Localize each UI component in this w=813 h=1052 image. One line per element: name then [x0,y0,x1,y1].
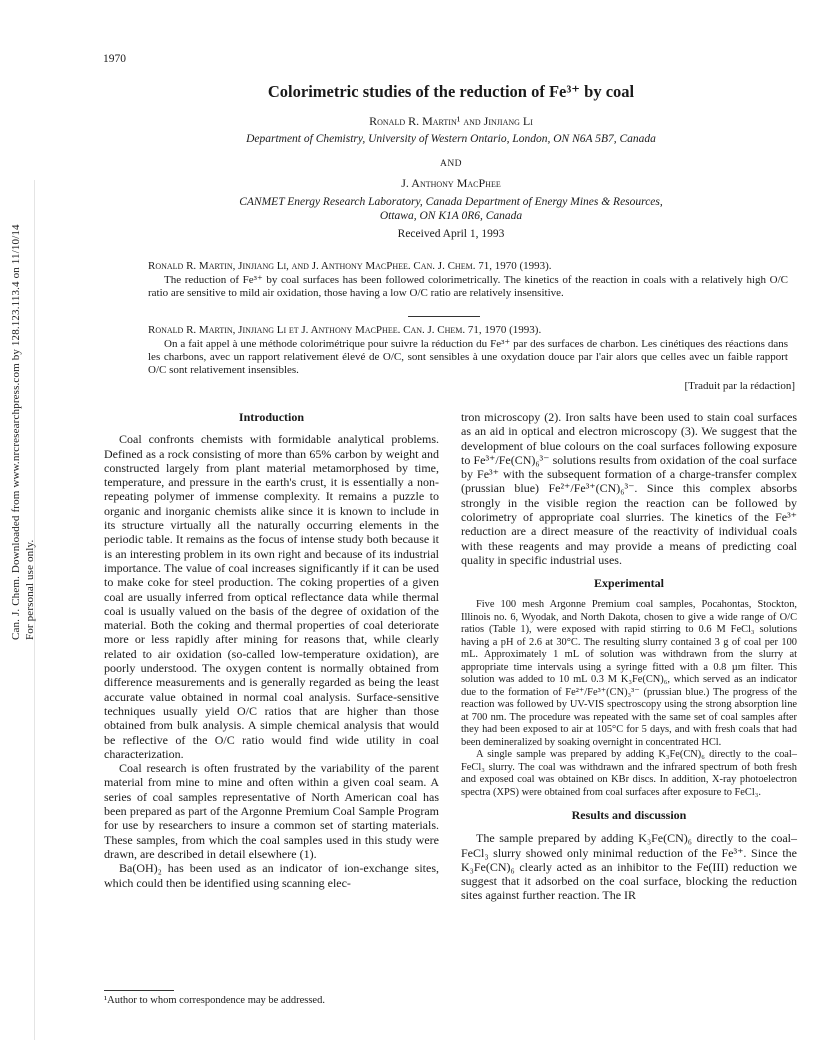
experimental-paragraph-1: Five 100 mesh Argonne Premium coal samples, Pocahontas, Stockton, Illinois no. 6, Wyodak, and North Dakota, chosen to give a wide range of O/C ratios (Table 1), were exposed with rapid stirring to 0.6 M FeCl₃ solutions having a pH of 2.6 at 30°C. The resulting slurry contained 3 g of coal per 100 mL. Approximately 1 mL of solution was withdrawn from the slurry at appropriate time intervals using a syringe fitted with a 0.8 µm filter. This solution was added to 10 mL 0.3 M K₃Fe(CN)₆, which served as an indicator due to the formation of Fe²⁺/Fe³⁺(CN)₃³⁻ (prussian blue.) The progress of the reaction was followed by UV-VIS spectroscopy using the strong absorption line at 700 nm. The procedure was repeated with the same set of coal samples after they had been exposed to air at 105°C for 5 days, and with fresh coals that had been demineralized by soaking overnight in concentrated HCl. [461,599,797,748]
experimental-paragraph-2: A single sample was prepared by adding K₃Fe(CN)₆ directly to the coal–FeCl₃ slurry. The coal was withdrawn and the infrared spectrum of both fresh and exposed coal was obtained on KBr discs. In addition, X-ray photoelectron spectra (XPS) were obtained from coal surfaces after exposure to FeCl₃. [461,749,797,798]
and-separator: AND [439,159,463,169]
abstract-fr-citation: Ronald R. Martin, Jinjiang Li et J. Anthony MacPhee. Can. J. Chem. 71, 1970 (1993). [148,324,542,336]
download-watermark [3,224,43,640]
footnote-rule [104,990,174,991]
abstract-en [148,274,788,300]
abstract-fr-text: On a fait appel à une méthode colorimétrique pour suivre la réduction du Fe³⁺ par des surfaces de charbon. Les cinétiques des réactions dans les charbons, avec un rapport relativement élevé de O/C, sont sensibles à une oxydation douce par l'air alors que celles avec un faible rapport O/C sont relativement insensibles. [148,338,788,376]
article-title: Colorimetric studies of the reduction of Fe³⁺ by coal [267,82,635,101]
results-heading: Results and discussion [571,808,687,823]
affiliation-canmet-1: CANMET Energy Research Laboratory, Canada Department of Energy Mines & Resources, [239,196,663,208]
abstract-divider [408,316,480,317]
abstract-en-text: The reduction of Fe³⁺ by coal surfaces has been followed colorimetrically. The kinetics of the reaction in coals with a relatively high O/C ratio are sensitive to mild air oxidation, those having a low O/C ratio are relatively insensitive. [148,274,788,299]
authors-secondary: J. Anthony MacPhee [401,176,501,190]
introduction-heading: Introduction [238,410,305,424]
intro-paragraph-3: Ba(OH)₂ has been used as an indicator of ion-exchange sites, which could then be identified using scanning elec- [104,861,439,890]
affiliation-uwo: Department of Chemistry, University of Western Ontario, London, ON N6A 5B7, Canada [246,133,656,145]
right-column [461,410,797,903]
watermark-line-1: Can. J. Chem. Downloaded from www.nrcresearchpress.com by 128.123.113.4 on 11/10/14 [10,224,22,640]
translation-note: [Traduit par la rédaction] [684,380,795,392]
experimental-heading: Experimental [594,576,664,591]
page-number: 1970 [103,53,126,65]
watermark-line-2: For personal use only. [24,539,36,640]
intro-paragraph-1: Coal confronts chemists with formidable analytical problems. Defined as a rock consisting of more than 65% carbon by weight and constructed largely from plant material metamorphosed by time, temperature, and pressure in the earth's crust, it is essentially a non-repeating polymer of immense complexity. It remains a puzzle to organic and inorganic chemists alike since it is known to include in its structure virtually all the naturally occurring elements in the periodic table. It remains as the focus of intense study both because it is an interesting problem in its own right and because of its industrial importance. The value of coal increases significantly if it can be used to make coke for steel production. The coking properties of a given coal are usually inferred from optical reflectance data while thermal coal is usually valued on the basis of the degree of oxidation of the material. Both the coking and thermal properties of coal deteriorate more or less rapidly after mining for reasons that, while clearly related to air oxidation (so-called low-temperature oxidation), are poorly understood. The oxygen content is normally obtained from difference measurements and is generally regarded as being the least accurate value obtained in normal coal analysis. Surface-sensitive techniques usually yield O/C ratios that are higher than those obtained from bulk analysis. A simple chemical analysis that would be reflective of the O/C ratio would find wide utility in coal characterization. [104,432,439,761]
authors-primary: Ronald R. Martin¹ and Jinjiang Li [369,114,533,128]
abstract-fr [148,338,788,377]
abstract-en-citation: Ronald R. Martin, Jinjiang Li, and J. Anthony MacPhee. Can. J. Chem. 71, 1970 (1993). [148,260,552,272]
results-paragraph-1: The sample prepared by adding K₃Fe(CN)₆ directly to the coal–FeCl₃ slurry showed only minimal reduction of the Fe³⁺. Since the K₃Fe(CN)₆ clearly acted as an inhibitor to the Fe(III) reduction we suggest that it adsorbed on the coal surface, blocking the reduction sites against further reaction. The IR [461,831,797,903]
affiliation-canmet-2: Ottawa, ON K1A 0R6, Canada [379,210,523,222]
left-column [104,410,439,890]
intro-paragraph-3-cont: tron microscopy (2). Iron salts have been used to stain coal surfaces as an aid in optical and electron microscopy (3). We suggest that the development of blue colours on the coal surfaces following exposure to Fe³⁺/Fe(CN)₆³⁻ solutions results from oxidation of the coal surface by Fe³⁺ with the subsequent formation of a charge-transfer complex (prussian blue) Fe²⁺/Fe³⁺(CN)₆³⁻. Since this complex absorbs strongly in the visible region the reaction can be followed by colorimetry of appropriate coal slurries. The kinetics of the Fe³⁺ reduction are a direct measure of the reactivity of individual coals with these reagents and may provide a means of predicting coal quality in specific industrial uses. [461,410,797,567]
intro-paragraph-2: Coal research is often frustrated by the variability of the parent material from mine to mine and often within a given coal seam. A series of coal samples representative of North American coal has been prepared as part of the Argonne Premium Coal Sample Program for use by researchers to insure a common set of starting materials. These samples, from which the coal samples used in this study were drawn, are described in detail elsewhere (1). [104,761,439,861]
received-date: Received April 1, 1993 [397,228,505,240]
footnote: ¹Author to whom correspondence may be addressed. [104,995,325,1006]
